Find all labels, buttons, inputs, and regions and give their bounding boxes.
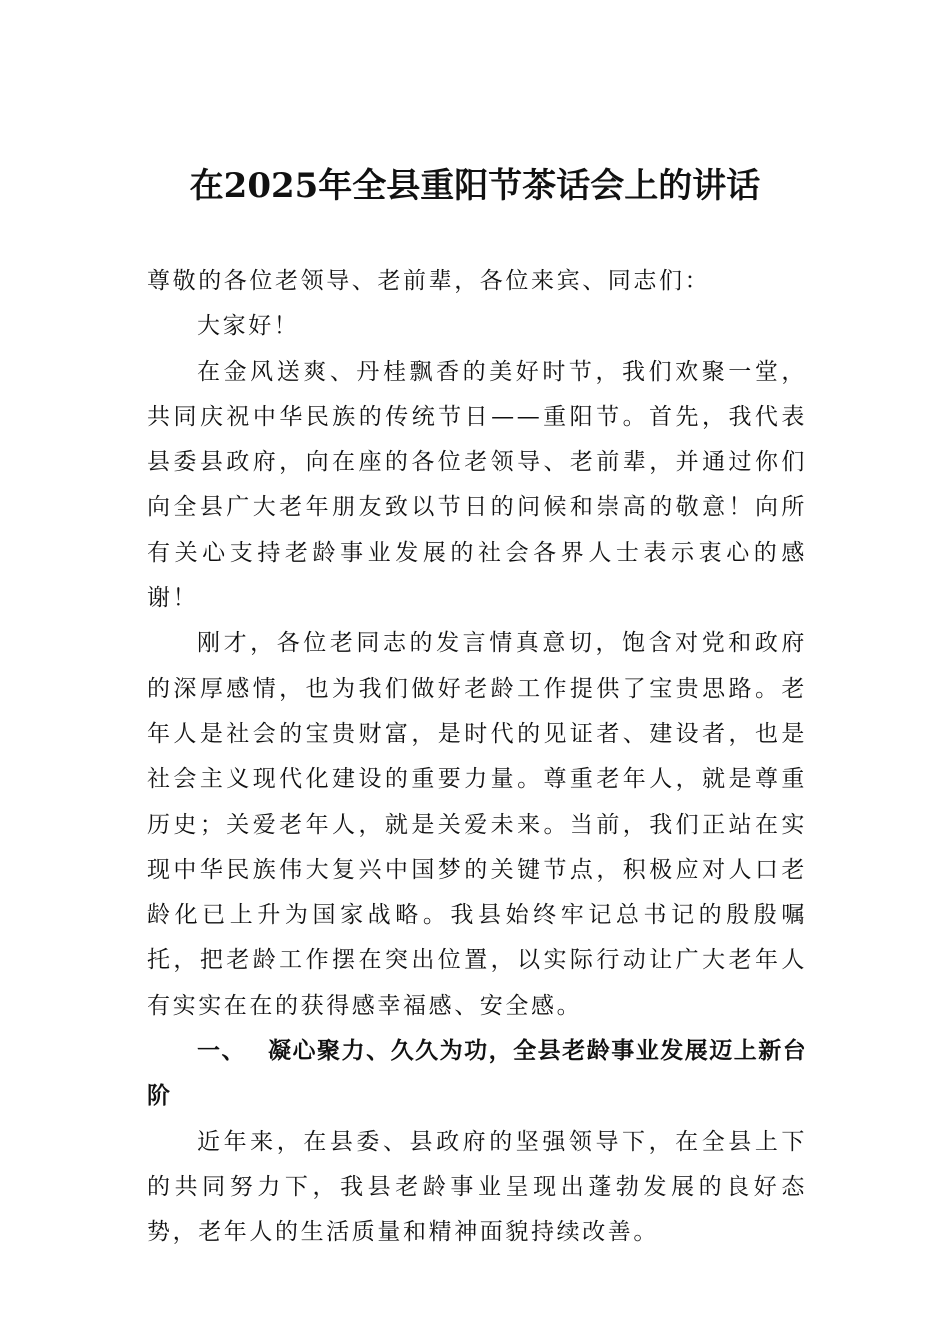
document-page <box>147 0 807 1344</box>
section-heading-number: 一、 <box>197 1038 247 1065</box>
salutation: 尊敬的各位老领导、老前辈，各位来宾、同志们： <box>147 268 711 294</box>
document-body <box>147 259 807 1256</box>
paragraph-section-one: 近年来，在县委、县政府的坚强领导下，在全县上下的共同努力下，我县老龄事业呈现出蓬勃发展的良好态势，老年人的生活质量和精神面貌持续改善。 <box>147 1128 807 1246</box>
document-title: 在2025年全县重阳节茶话会上的讲话 <box>189 166 761 206</box>
paragraph-remarks: 刚才，各位老同志的发言情真意切，饱含对党和政府的深厚感情，也为我们做好老龄工作提供了宝贵思路。老年人是社会的宝贵财富，是时代的见证者、建设者，也是社会主义现代化建设的重要力量。尊重老年人，就是尊重历史；关爱老年人，就是关爱未来。当前，我们正站在实现中华民族伟大复兴中国梦的关键节点，积极应对人口老龄化已上升为国家战略。我县始终牢记总书记的殷殷嘱托，把老龄工作摆在突出位置，以实际行动让广大老年人有实实在在的获得感幸福感、安全感。 <box>147 630 807 1019</box>
section-heading-text: 凝心聚力、久久为功，全县老龄事业发展迈上新台阶 <box>147 1038 807 1110</box>
section-heading <box>147 1029 807 1120</box>
greeting: 大家好！ <box>197 313 300 340</box>
paragraph-opening: 在金风送爽、丹桂飘香的美好时节，我们欢聚一堂，共同庆祝中华民族的传统节日——重阳节。首先，我代表县委县政府，向在座的各位老领导、老前辈，并通过你们向全县广大老年朋友致以节日的问候和崇高的敬意！向所有关心支持老龄事业发展的社会各界人士表示衷心的感谢！ <box>147 358 807 612</box>
